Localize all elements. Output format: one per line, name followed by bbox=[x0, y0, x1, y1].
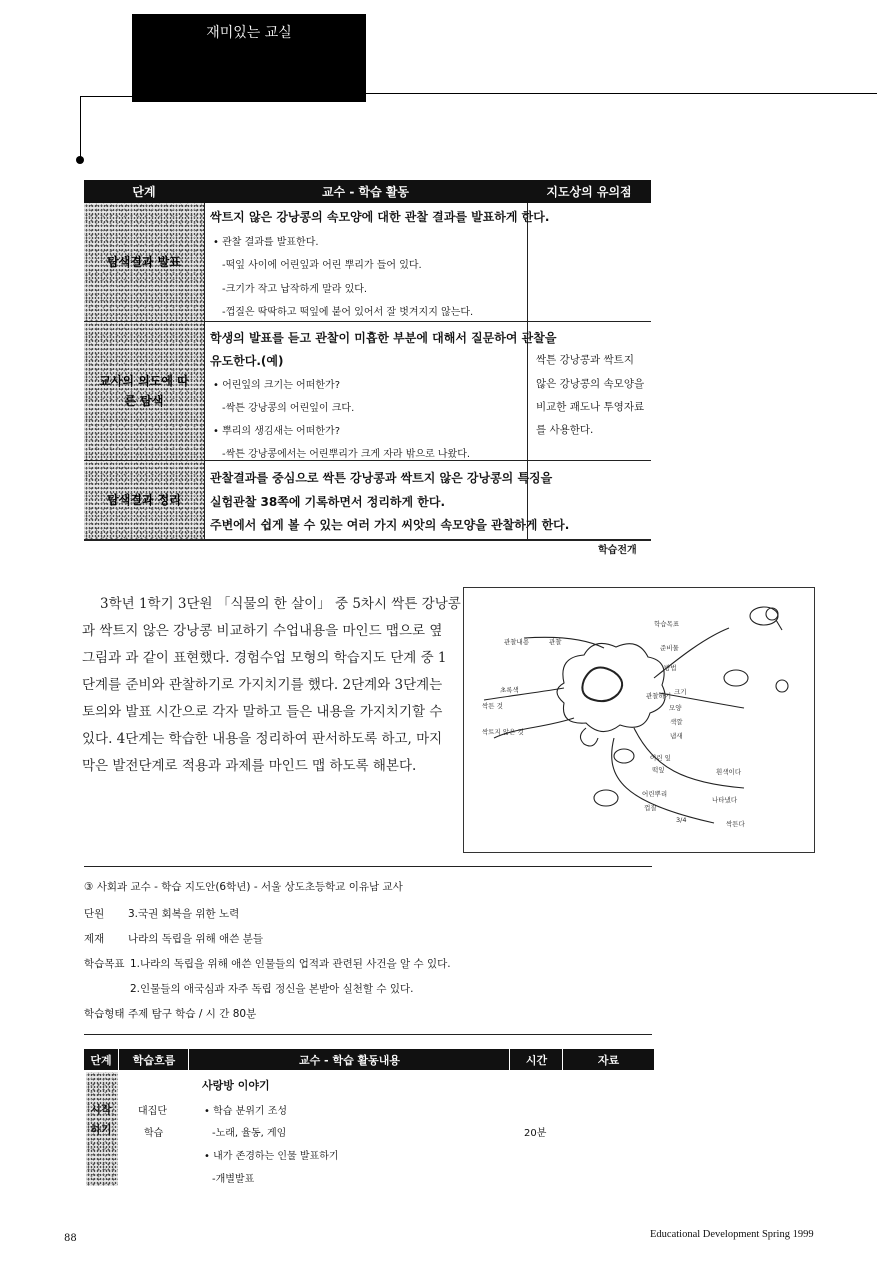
mm-label: 싹트지 않은 것 bbox=[482, 728, 524, 736]
paragraph-line: 3학년 1학기 3단원 「식물의 한 살이」 중 5차시 싹튼 강낭콩 bbox=[100, 596, 461, 612]
mind-map-figure bbox=[463, 587, 815, 853]
paragraph-line: 있다. 4단계는 학습한 내용을 정리하여 판서하도록 하고, 마지 bbox=[82, 731, 443, 747]
mm-label: 껍질 bbox=[644, 804, 657, 812]
flow-label: 대집단 bbox=[138, 1106, 167, 1117]
table1-divider bbox=[527, 203, 528, 539]
page-number: 88 bbox=[64, 1233, 77, 1244]
paragraph-line: 토의와 발표 시간으로 각자 말하고 들은 내용을 가지치기할 수 bbox=[82, 704, 443, 720]
paragraph-line: 그림과 과 같이 표현했다. 경험수업 모형의 학습지도 단계 중 1 bbox=[82, 650, 447, 666]
note-line: 비교한 괘도나 투영자료 bbox=[536, 401, 645, 413]
form-label: 학습형태 bbox=[84, 1008, 125, 1020]
table2-header: 자료 bbox=[562, 1049, 654, 1070]
activity-line: • 관찰 결과를 발표한다. bbox=[213, 237, 319, 248]
mm-label: 방법 bbox=[664, 664, 677, 672]
mm-label: 싹튼다 bbox=[726, 820, 745, 828]
table2-header: 학습흐름 bbox=[118, 1049, 189, 1070]
paragraph-line: 단계를 준비와 관찰하기로 가지치기를 했다. 2단계와 3단계는 bbox=[82, 677, 443, 693]
header-rule-left bbox=[80, 96, 132, 97]
mm-label: 색깔 bbox=[670, 718, 683, 726]
mm-label: 학습목표 bbox=[654, 620, 680, 628]
stage-cell-1 bbox=[84, 203, 204, 321]
journal-name: Educational Development Spring 1999 bbox=[650, 1229, 814, 1240]
note-line: 를 사용한다. bbox=[536, 424, 594, 436]
topic-label: 제재 bbox=[84, 933, 105, 945]
activity-line: -크기가 작고 납작하게 말라 있다. bbox=[222, 284, 368, 295]
table2-header: 교수 - 학습 활동내용 bbox=[188, 1049, 510, 1070]
activity-line: 관찰결과를 중심으로 싹튼 강낭콩과 싹트지 않은 강낭콩의 특징을 bbox=[210, 471, 553, 485]
bean-sketch bbox=[614, 749, 634, 763]
mm-label: 어린뿌리 bbox=[642, 790, 668, 798]
table1-row-rule bbox=[84, 321, 651, 322]
goal-2: 2.인물들의 애국심과 자주 독립 정신을 본받아 실천할 수 있다. bbox=[130, 983, 414, 995]
header-rule bbox=[366, 93, 877, 94]
magnifier-handle bbox=[776, 620, 782, 630]
section-title: 재미있는 교실 bbox=[206, 25, 292, 41]
table1-header-notes: 지도상의 유의점 bbox=[527, 180, 651, 203]
branch bbox=[484, 688, 564, 700]
time-value: 20분 bbox=[524, 1128, 547, 1139]
table1-divider bbox=[204, 203, 205, 539]
mm-label: 관찰하기 bbox=[646, 692, 672, 700]
table-caption: 학습전개 bbox=[598, 545, 637, 556]
stage-cell-3 bbox=[84, 461, 204, 539]
activity-title: 사랑방 이야기 bbox=[202, 1079, 270, 1092]
mm-label: 관찰내용 bbox=[504, 638, 530, 646]
stage-label-3: 탐색결과 정리 bbox=[107, 493, 181, 507]
flow-label: 학습 bbox=[144, 1128, 164, 1139]
activity-line: 싹트지 않은 강낭콩의 속모양에 대한 관찰 결과를 발표하게 한다. bbox=[210, 210, 550, 224]
stage-label: 시작하기 bbox=[90, 1103, 112, 1136]
stage-cell-2 bbox=[84, 322, 204, 460]
bean-icon bbox=[582, 668, 622, 702]
mm-label: 크기 bbox=[674, 688, 687, 696]
form-value: 주제 탐구 학습 / 시 간 80분 bbox=[128, 1008, 257, 1020]
sprout-sketch bbox=[580, 728, 598, 746]
activity-line: • 내가 존경하는 인물 발표하기 bbox=[204, 1151, 339, 1162]
activity-line: -노래, 율동, 게임 bbox=[212, 1128, 287, 1139]
table1-header-stage: 단계 bbox=[84, 180, 204, 203]
magnifier-icon bbox=[766, 608, 778, 620]
note-line: 싹튼 강낭콩과 싹트지 bbox=[536, 354, 634, 366]
mm-label: 흰색이다 bbox=[716, 768, 742, 776]
paragraph-line: 과 싹트지 않은 강낭콩 비교하기 수업내용을 마인드 맵으로 옆 bbox=[82, 623, 443, 639]
stage-label-1: 탐색결과 발표 bbox=[107, 255, 181, 269]
mm-label: 관찰 bbox=[549, 638, 562, 646]
mm-label: 초록색 bbox=[500, 686, 519, 694]
section-rule bbox=[84, 1034, 652, 1035]
mm-label: 냄새 bbox=[670, 732, 683, 740]
header-vertical-rule bbox=[80, 96, 81, 160]
activity-line: • 어린잎의 크기는 어떠한가? bbox=[213, 380, 341, 391]
stage-label-2: 교사의 의도에 따른 탐색 bbox=[99, 374, 189, 408]
activity-line: -떡잎 사이에 어린잎과 어린 뿌리가 들어 있다. bbox=[222, 260, 422, 271]
mm-label: 떡잎 bbox=[652, 766, 665, 774]
paragraph-line: 막은 발전단계로 적용과 과제를 마인드 맵 하도록 해본다. bbox=[82, 758, 417, 774]
table2-header: 단계 bbox=[84, 1049, 118, 1070]
bullet-dot-icon bbox=[76, 156, 84, 164]
activity-line: -싹튼 강낭콩에서는 어린뿌리가 크게 자라 밖으로 나왔다. bbox=[222, 449, 471, 460]
table1-header-activity: 교수 - 학습 활동 bbox=[204, 180, 527, 203]
activity-line: • 학습 분위기 조성 bbox=[204, 1106, 288, 1117]
activity-line: -껍질은 딱딱하고 떡잎에 붙어 있어서 잘 벗겨지지 않는다. bbox=[222, 307, 474, 318]
table1-row-rule bbox=[84, 460, 651, 461]
activity-line: -개별발표 bbox=[212, 1174, 255, 1185]
mm-label: 어린 잎 bbox=[650, 754, 671, 762]
unit-label: 단원 bbox=[84, 908, 105, 920]
mm-label: 싹튼 것 bbox=[482, 702, 503, 710]
section3-title: ③ 사회과 교수 - 학습 지도안(6학년) - 서울 상도초등학교 이유남 교사 bbox=[84, 881, 403, 893]
activity-line: • 뿌리의 생김새는 어떠한가? bbox=[213, 426, 341, 437]
activity-line: 유도한다.(예) bbox=[210, 354, 284, 368]
mind-map-drawing bbox=[464, 588, 814, 852]
bean-sketch bbox=[594, 790, 618, 806]
section-rule bbox=[84, 866, 652, 867]
eye-icon bbox=[776, 680, 788, 692]
unit-value: 3.국권 회복을 위한 노력 bbox=[128, 908, 240, 920]
activity-line: 학생의 발표를 듣고 관찰이 미흡한 부분에 대해서 질문하여 관찰을 bbox=[210, 331, 557, 345]
mm-label: 모양 bbox=[669, 704, 682, 712]
mm-label: 나타냈다 bbox=[712, 796, 738, 804]
topic-value: 나라의 독립을 위해 애쓴 분들 bbox=[128, 933, 264, 945]
activity-line: -싹튼 강낭콩의 어린잎이 크다. bbox=[222, 403, 355, 414]
mm-label: 3/4 bbox=[676, 816, 687, 824]
goal-1: 1.나라의 독립을 위해 애쓴 인물들의 업적과 관련된 사건을 알 수 있다. bbox=[130, 958, 451, 970]
mm-label: 준비물 bbox=[660, 644, 679, 652]
note-line: 않은 강낭콩의 속모양을 bbox=[536, 378, 645, 390]
activity-line: 주변에서 쉽게 볼 수 있는 여러 가지 씨앗의 속모양을 관찰하게 한다. bbox=[210, 518, 570, 532]
table1-bottom-rule bbox=[84, 539, 651, 541]
goal-label: 학습목표 bbox=[84, 958, 125, 970]
activity-line: 실험관찰 38쪽에 기록하면서 정리하게 한다. bbox=[210, 495, 446, 509]
object-sketch bbox=[724, 670, 748, 686]
object-sketch bbox=[750, 607, 778, 625]
table2-header: 시간 bbox=[509, 1049, 563, 1070]
